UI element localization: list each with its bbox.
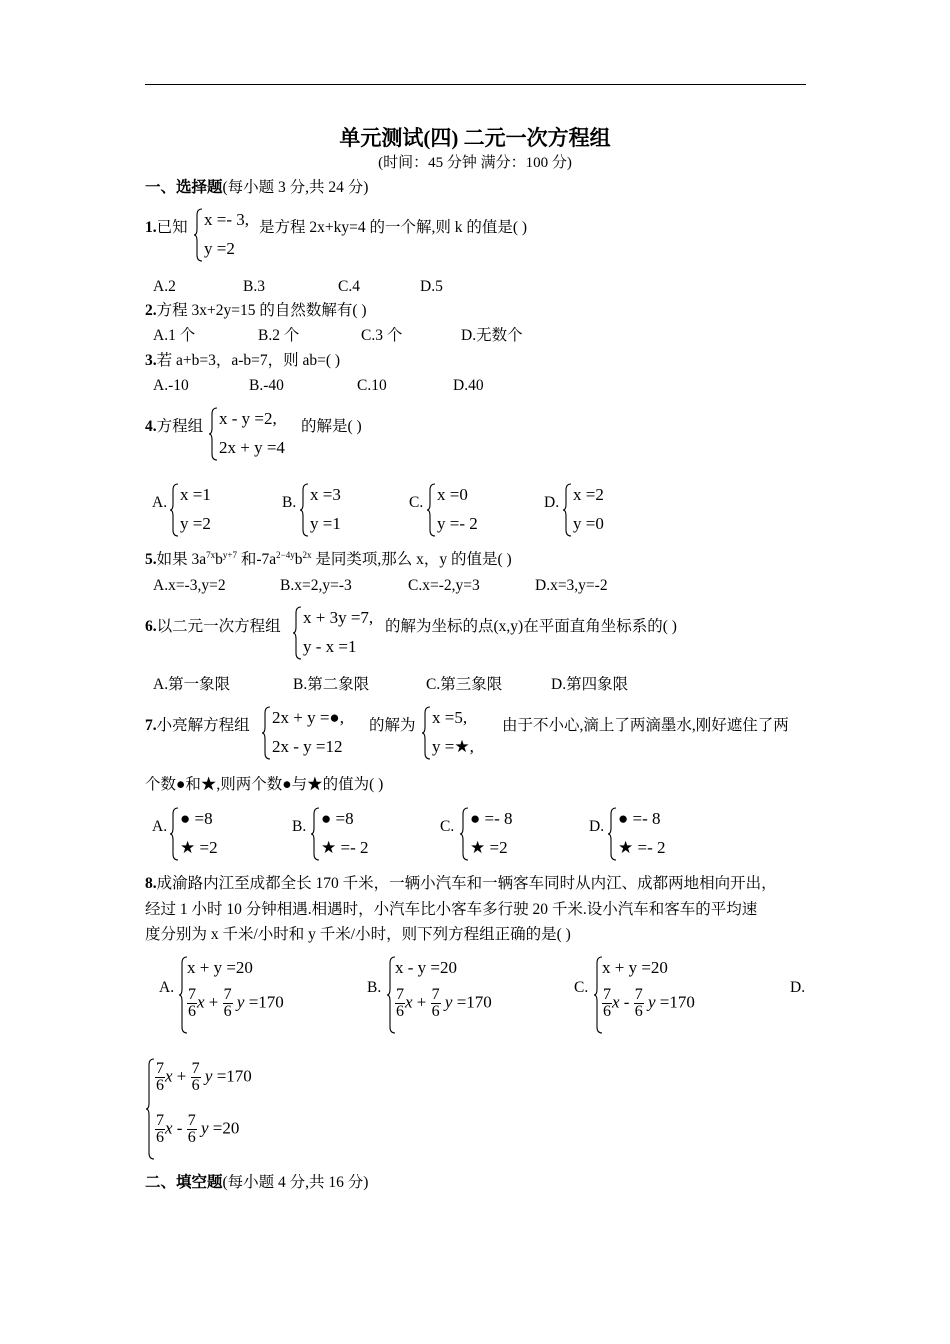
system-line: x =0	[437, 485, 468, 504]
system-line: 2x + y =4	[219, 438, 285, 457]
q6-system	[293, 605, 385, 661]
question-4-prefix	[145, 417, 203, 437]
option-b-label: B.	[292, 818, 307, 835]
fraction: $\frac{7}{6}$	[634, 986, 643, 1020]
section-label: 二、填空题	[145, 1174, 223, 1191]
option-b: B.3	[243, 278, 265, 295]
question-7-text: 由于不小心,滴上了两滴墨水,刚好遮住了两	[502, 717, 789, 734]
system-line: 2x + y =●,	[272, 708, 344, 727]
brace-icon	[262, 705, 272, 761]
option-a-label: A.	[152, 494, 168, 511]
question-7-mid: 的解为	[369, 717, 416, 734]
option-c-system	[460, 806, 545, 862]
option-d: D.无数个	[461, 327, 523, 344]
system-line: ★ =- 2	[618, 838, 666, 857]
option-b-system	[300, 482, 370, 538]
option-a: A.1 个	[153, 327, 196, 344]
q1-system	[194, 207, 259, 263]
system-line: y - x =1	[303, 637, 357, 656]
system-line: y =- 2	[437, 514, 478, 533]
question-1-prefix	[145, 218, 188, 238]
system-line: y =2	[180, 514, 211, 533]
option-a: A.第一象限	[153, 676, 231, 693]
q4-system	[209, 406, 301, 462]
option-d-system	[608, 806, 698, 862]
option-a: A.2	[153, 278, 176, 295]
fraction: $\frac{7}{6}$	[187, 1112, 196, 1146]
question-number: 7.	[145, 717, 157, 734]
question-text: 小亮解方程组	[156, 717, 250, 734]
option-b-label: B.	[367, 979, 382, 996]
system-line: ● =8	[321, 809, 354, 828]
option-b: B.2 个	[258, 327, 300, 344]
system-line: x =2	[573, 485, 604, 504]
option-d: D.40	[453, 377, 484, 394]
option-c-label: C.	[440, 818, 455, 835]
fraction: $\frac{7}{6}$	[431, 986, 440, 1020]
question-6-prefix	[145, 617, 281, 637]
option-d-label: D.	[544, 494, 560, 511]
option-b-system	[311, 806, 396, 862]
question-text: 是同类项,那么 x，y 的值是( )	[311, 551, 512, 568]
question-4-text: 的解是( )	[301, 418, 362, 435]
operator: -	[176, 1118, 183, 1138]
question-number: 5.	[145, 551, 157, 568]
system-line: y =★,	[432, 737, 474, 756]
section-heading	[145, 1173, 368, 1193]
system-line: ● =- 8	[470, 809, 513, 828]
fraction: $\frac{7}{6}$	[223, 986, 232, 1020]
option-a-label: A.	[159, 979, 175, 996]
system-rhs: =20	[212, 1118, 240, 1138]
question-text: 和-7a	[236, 551, 277, 568]
option-a-system	[170, 482, 240, 538]
question-number: 1.	[145, 219, 157, 236]
brace-icon	[460, 806, 470, 862]
brace-icon	[311, 806, 321, 862]
question-number: 6.	[145, 618, 157, 635]
fraction: $\frac{7}{6}$	[396, 986, 404, 1020]
system-rhs: =170	[659, 992, 695, 1012]
brace-icon	[293, 605, 303, 661]
system-line: x - y =20	[395, 958, 457, 977]
exponent: 2x	[302, 550, 312, 560]
option-d: D.第四象限	[551, 676, 629, 693]
option-b-label: B.	[282, 494, 297, 511]
option-c-system	[427, 482, 507, 538]
operator: +	[176, 1066, 187, 1086]
question-3	[145, 351, 340, 371]
question-2	[145, 301, 367, 321]
question-number: 2.	[145, 302, 157, 319]
question-8-line-3: 度分别为 x 千米/小时和 y 千米/小时，则下列方程组正确的是( )	[145, 926, 571, 943]
option-c: C.4	[338, 278, 360, 295]
system-line: $\frac{7}{6}$ x + $\frac{7}{6}$ y =170	[396, 986, 492, 1020]
system-line: x =- 3,	[204, 210, 249, 229]
question-number: 8.	[145, 875, 157, 892]
brace-icon	[608, 806, 618, 862]
fraction: $\frac{7}{6}$	[188, 986, 196, 1020]
exponent: 7x	[206, 550, 216, 560]
option-b: B.x=2,y=-3	[280, 577, 352, 594]
question-5	[145, 550, 512, 570]
section-label: 一、选择题	[145, 179, 223, 196]
question-text: 方程 3x+2y=15 的自然数解有( )	[156, 302, 367, 319]
question-text: 方程组	[156, 418, 204, 435]
option-c: C.x=-2,y=3	[408, 577, 480, 594]
system-line: y =0	[573, 514, 604, 533]
system-rhs: =170	[216, 1066, 252, 1086]
question-text: 若 a+b=3，a-b=7，则 ab=( )	[156, 352, 341, 369]
page-subtitle: (时间：45 分钟 满分：100 分)	[378, 155, 572, 171]
option-c-system	[594, 955, 724, 1035]
system-line: x - y =2,	[219, 409, 277, 428]
question-7-line-2: 个数●和★,则两个数●与★的值为( )	[145, 776, 384, 793]
operator: +	[208, 992, 219, 1012]
brace-icon	[194, 207, 204, 263]
system-line: x + y =20	[187, 958, 253, 977]
option-d-label: D.	[790, 979, 806, 996]
option-d-system	[563, 482, 633, 538]
system-line: ★ =- 2	[321, 838, 369, 857]
question-text: 已知	[156, 219, 188, 236]
question-7-prefix	[145, 716, 250, 736]
option-d-label: D.	[589, 818, 605, 835]
system-line: ★ =2	[180, 838, 218, 857]
option-c-label: C.	[409, 494, 424, 511]
option-a-label: A.	[152, 818, 168, 835]
system-line: x + 3y =7,	[303, 608, 374, 627]
system-line: $\frac{7}{6}$ x + $\frac{7}{6}$ y =170	[156, 1060, 252, 1094]
fraction: $\frac{7}{6}$	[191, 1060, 200, 1094]
question-8-line-2: 经过 1 小时 10 分钟相遇.相遇时，小汽车比小客车多行驶 20 千米.设小汽车和客车的平均速	[145, 901, 758, 918]
system-line: ★ =2	[470, 838, 508, 857]
operator: +	[416, 992, 427, 1012]
system-line: $\frac{7}{6}$ x - $\frac{7}{6}$ y =20	[156, 1112, 240, 1146]
operator: -	[623, 992, 630, 1012]
question-text: 成渝路内江至成都全长 170 千米，一辆小汽车和一辆客车同时从内江、成都两地相向开出，	[156, 875, 777, 892]
system-line: ● =- 8	[618, 809, 661, 828]
question-number: 4.	[145, 418, 157, 435]
brace-icon	[170, 482, 180, 538]
system-line: $\frac{7}{6}$ x - $\frac{7}{6}$ y =170	[603, 986, 695, 1020]
question-text: b	[215, 551, 223, 568]
exponent: 2−4y	[276, 550, 295, 560]
system-line: x =3	[310, 485, 341, 504]
system-rhs: =170	[456, 992, 492, 1012]
system-line: x =1	[180, 485, 211, 504]
option-b: B.-40	[249, 377, 284, 394]
option-c: C.第三象限	[426, 676, 503, 693]
page-title: 单元测试(四) 二元一次方程组	[339, 126, 611, 150]
brace-icon	[209, 406, 219, 462]
system-line: $\frac{7}{6}$ x + $\frac{7}{6}$ y =170	[188, 986, 284, 1020]
option-a: A.x=-3,y=2	[153, 577, 226, 594]
option-d: D.x=3,y=-2	[535, 577, 608, 594]
fraction: $\frac{7}{6}$	[156, 1060, 164, 1094]
option-a-system	[179, 955, 309, 1035]
option-d: D.5	[420, 278, 443, 295]
question-1-text: 是方程 2x+ky=4 的一个解,则 k 的值是( )	[259, 219, 528, 236]
section-heading	[145, 178, 368, 198]
option-b: B.第二象限	[293, 676, 370, 693]
section-note: (每小题 4 分,共 16 分)	[222, 1174, 369, 1191]
option-c: C.10	[357, 377, 387, 394]
question-text: 以二元一次方程组	[156, 618, 281, 635]
option-b-system	[387, 955, 517, 1035]
system-line: y =1	[310, 514, 341, 533]
option-a: A.-10	[153, 377, 189, 394]
question-text: 如果 3a	[156, 551, 207, 568]
question-8-line-1	[145, 874, 777, 894]
section-note: (每小题 3 分,共 24 分)	[222, 179, 369, 196]
question-number: 3.	[145, 352, 157, 369]
system-line: 2x - y =12	[272, 737, 343, 756]
q7-system-1	[262, 705, 367, 761]
q7-system-2	[422, 705, 494, 761]
header-rule	[145, 84, 806, 85]
brace-icon	[422, 705, 432, 761]
system-line: x =5,	[432, 708, 468, 727]
option-c: C.3 个	[361, 327, 403, 344]
system-line: ● =8	[180, 809, 213, 828]
system-line: y =2	[204, 239, 235, 258]
option-c-label: C.	[574, 979, 589, 996]
exponent: y+7	[222, 550, 237, 560]
brace-icon	[300, 482, 310, 538]
fraction: $\frac{7}{6}$	[156, 1112, 164, 1146]
option-d-system	[146, 1057, 296, 1161]
fraction: $\frac{7}{6}$	[603, 986, 611, 1020]
question-6-text: 的解为坐标的点(x,y)在平面直角坐标系的( )	[385, 618, 677, 635]
brace-icon	[427, 482, 437, 538]
question-text: b	[294, 551, 303, 568]
brace-icon	[170, 806, 180, 862]
option-a-system	[170, 806, 245, 862]
brace-icon	[563, 482, 573, 538]
system-rhs: =170	[248, 992, 284, 1012]
system-line: x + y =20	[602, 958, 668, 977]
